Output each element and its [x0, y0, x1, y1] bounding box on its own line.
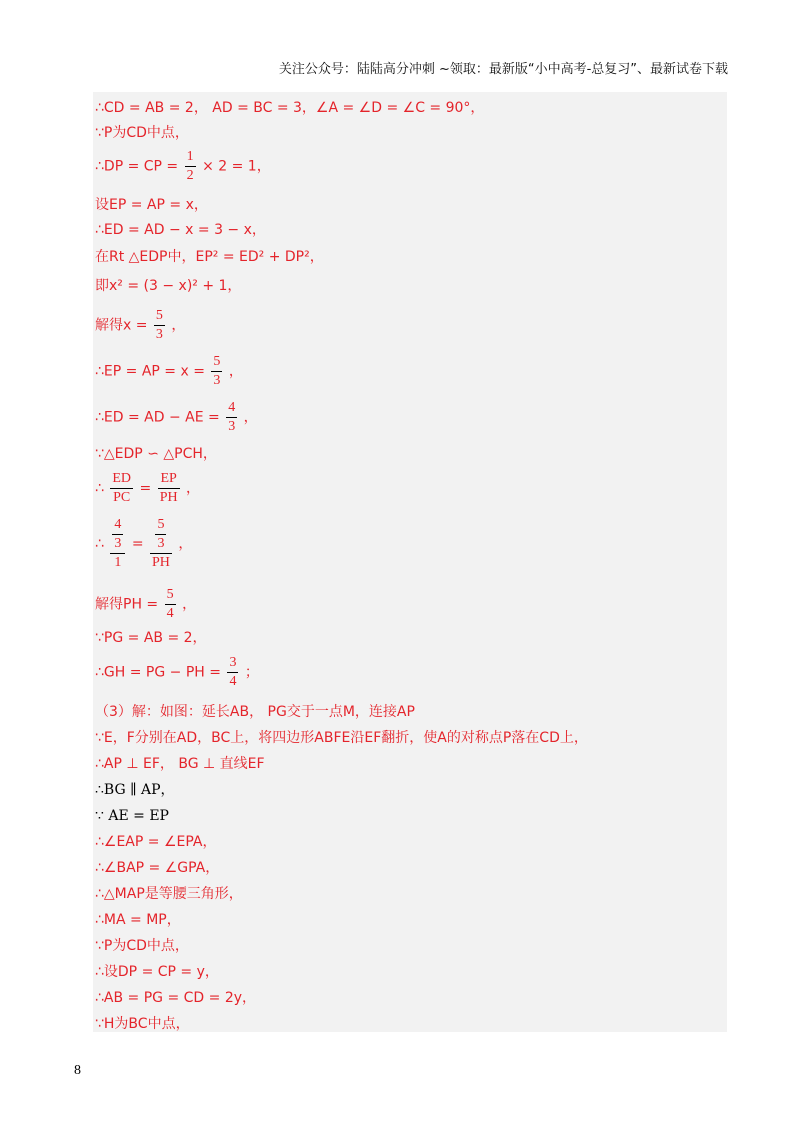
page-number: 8 — [74, 1063, 81, 1078]
fraction: $\frac{1}{2}$ — [186, 149, 194, 183]
page-header: 关注公众号：陆陆高分冲刺 ~领取：最新版“小中高考-总复习”、最新试卷下载 — [278, 62, 728, 77]
solution-line: ∵P为CD中点， — [95, 938, 189, 954]
solution-line: ∵H为BC中点， — [95, 1016, 190, 1032]
solution-line: ∴DP = CP = $\frac{1}{2}$ × 2 = 1， — [95, 149, 271, 183]
solution-line: ∴ $\frac{ED}{PC}$ = $\frac{EP}{PH}$ ， — [95, 471, 201, 505]
solution-line: 解得PH = $\frac{5}{4}$ ， — [95, 587, 197, 621]
solution-line: 设EP = AP = x， — [95, 197, 208, 213]
solution-line: ∴EP = AP = x = $\frac{5}{3}$ ， — [95, 354, 243, 388]
solution-line: ∴AP ⊥ EF， BG ⊥ 直线EF — [95, 756, 265, 772]
solution-line: ∴ED = AD − x = 3 − x， — [95, 222, 266, 238]
fraction: $\frac{\frac{5}{3}}{PH}$ — [152, 517, 170, 570]
solution-line: ∵ AE = EP — [95, 808, 169, 824]
solution-line: ∵△EDP ∽ △PCH， — [95, 446, 217, 462]
solution-line: 即x² = (3 − x)² + 1， — [95, 278, 242, 294]
fraction: $\frac{3}{4}$ — [229, 655, 237, 689]
fraction: $\frac{\frac{4}{3}}{1}$ — [110, 516, 125, 572]
fraction: $\frac{EP}{PH}$ — [159, 471, 178, 505]
solution-line: ∴ $\frac{\frac{4}{3}}{1}$ = $\frac{\frac{5}{3}}{PH}$ ， — [95, 517, 193, 570]
solution-line: 在Rt △EDP中，EP² = ED² + DP²， — [95, 249, 324, 265]
solution-line: ∴∠BAP = ∠GPA， — [95, 860, 220, 876]
solution-block — [93, 92, 727, 1032]
solution-line: ∴ED = AD − AE = $\frac{4}{3}$ ， — [95, 400, 258, 434]
solution-line: ∴△MAP是等腰三角形， — [95, 886, 243, 902]
solution-line: ∵PG = AB = 2， — [95, 630, 207, 646]
solution-line: ∴MA = MP， — [95, 912, 181, 928]
solution-line: ∴BG ∥ AP， — [95, 782, 175, 798]
solution-line: 解得x = $\frac{5}{3}$ ， — [95, 308, 186, 342]
solution-line: ∵E，F分别在AD，BC上，将四边形ABFE沿EF翻折，使A的对称点P落在CD上， — [95, 730, 588, 746]
solution-line: ∴∠EAP = ∠EPA， — [95, 834, 217, 850]
solution-line: ∴AB = PG = CD = 2y， — [95, 990, 257, 1006]
fraction: $\frac{5}{3}$ — [155, 308, 163, 342]
solution-line: ∴GH = PG − PH = $\frac{3}{4}$ ； — [95, 655, 259, 689]
solution-line: ∴设DP = CP = y， — [95, 964, 219, 980]
fraction: $\frac{4}{3}$ — [228, 400, 236, 434]
solution-line: ∵P为CD中点， — [95, 125, 189, 141]
fraction: $\frac{ED}{PC}$ — [112, 471, 132, 505]
fraction: $\frac{5}{4}$ — [166, 587, 174, 621]
fraction: $\frac{5}{3}$ — [213, 354, 221, 388]
solution-line: （3）解：如图：延长AB， PG交于一点M，连接AP — [95, 704, 415, 720]
solution-line: ∴CD = AB = 2， AD = BC = 3，∠A = ∠D = ∠C = 90°， — [95, 100, 485, 116]
